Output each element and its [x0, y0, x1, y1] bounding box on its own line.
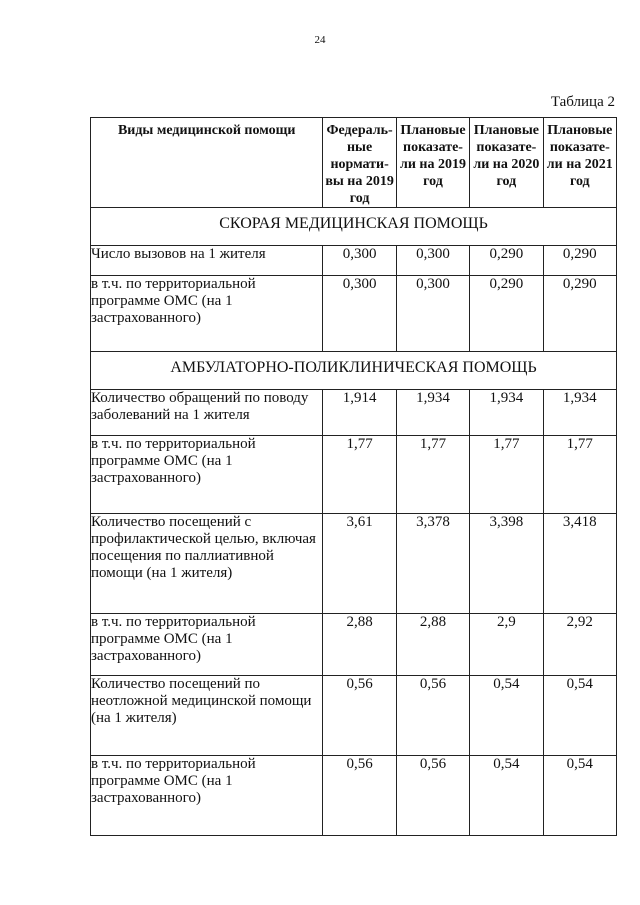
value-2020: 1,77	[470, 436, 543, 514]
value-2020: 2,9	[470, 614, 543, 676]
table-row	[91, 436, 617, 514]
value-2020: 0,54	[470, 756, 543, 836]
row-name: Количество обращений по поводу заболеваний на 1 жителя	[91, 390, 323, 436]
standards-table	[90, 117, 617, 836]
value-2020: 3,398	[470, 514, 543, 614]
value-2021: 0,54	[543, 756, 616, 836]
row-name: в т.ч. по территориальной программе ОМС (на 1 застрахованного)	[91, 614, 323, 676]
value-2019: 3,378	[396, 514, 469, 614]
value-2019: 1,77	[396, 436, 469, 514]
value-2021: 0,290	[543, 276, 616, 352]
row-name: в т.ч. по территориальной программе ОМС (на 1 застрахованного)	[91, 436, 323, 514]
table-row	[91, 514, 617, 614]
value-2019: 1,934	[396, 390, 469, 436]
value-federal: 1,77	[323, 436, 396, 514]
value-2019: 0,56	[396, 756, 469, 836]
value-federal: 3,61	[323, 514, 396, 614]
value-federal: 0,56	[323, 676, 396, 756]
header-2020: Плановые показате-ли на 2020 год	[470, 118, 543, 208]
value-2020: 1,934	[470, 390, 543, 436]
row-name: Число вызовов на 1 жителя	[91, 246, 323, 276]
section-row	[91, 208, 617, 246]
value-federal: 1,914	[323, 390, 396, 436]
section-title: АМБУЛАТОРНО-ПОЛИКЛИНИЧЕСКАЯ ПОМОЩЬ	[91, 352, 617, 390]
value-2020: 0,290	[470, 246, 543, 276]
header-type: Виды медицинской помощи	[91, 118, 323, 208]
value-2021: 0,54	[543, 676, 616, 756]
value-2021: 1,77	[543, 436, 616, 514]
value-2021: 3,418	[543, 514, 616, 614]
value-2019: 0,300	[396, 276, 469, 352]
value-federal: 0,300	[323, 246, 396, 276]
row-name: Количество посещений с профилактической целью, включая посещения по паллиативной помощи (на 1 жителя)	[91, 514, 323, 614]
row-name: Количество посещений по неотложной медицинской помощи (на 1 жителя)	[91, 676, 323, 756]
row-name: в т.ч. по территориальной программе ОМС (на 1 застрахованного)	[91, 756, 323, 836]
table-label: Таблица 2	[550, 94, 615, 110]
value-2019: 0,300	[396, 246, 469, 276]
row-name: в т.ч. по территориальной программе ОМС (на 1 застрахованного)	[91, 276, 323, 352]
value-2021: 0,290	[543, 246, 616, 276]
value-2020: 0,54	[470, 676, 543, 756]
value-2020: 0,290	[470, 276, 543, 352]
value-2021: 2,92	[543, 614, 616, 676]
header-2019: Плановые показате-ли на 2019 год	[396, 118, 469, 208]
page-number: 24	[314, 34, 326, 46]
header-federal: Федераль-ные нормати-вы на 2019 год	[323, 118, 396, 208]
section-row	[91, 352, 617, 390]
section-title: СКОРАЯ МЕДИЦИНСКАЯ ПОМОЩЬ	[91, 208, 617, 246]
value-2019: 0,56	[396, 676, 469, 756]
table-row	[91, 676, 617, 756]
value-federal: 0,300	[323, 276, 396, 352]
value-2021: 1,934	[543, 390, 616, 436]
header-2021: Плановые показате-ли на 2021 год	[543, 118, 616, 208]
table-row	[91, 756, 617, 836]
table-row	[91, 390, 617, 436]
table-row	[91, 614, 617, 676]
value-2019: 2,88	[396, 614, 469, 676]
table-row	[91, 276, 617, 352]
value-federal: 2,88	[323, 614, 396, 676]
header-row	[91, 118, 617, 208]
value-federal: 0,56	[323, 756, 396, 836]
table-row	[91, 246, 617, 276]
